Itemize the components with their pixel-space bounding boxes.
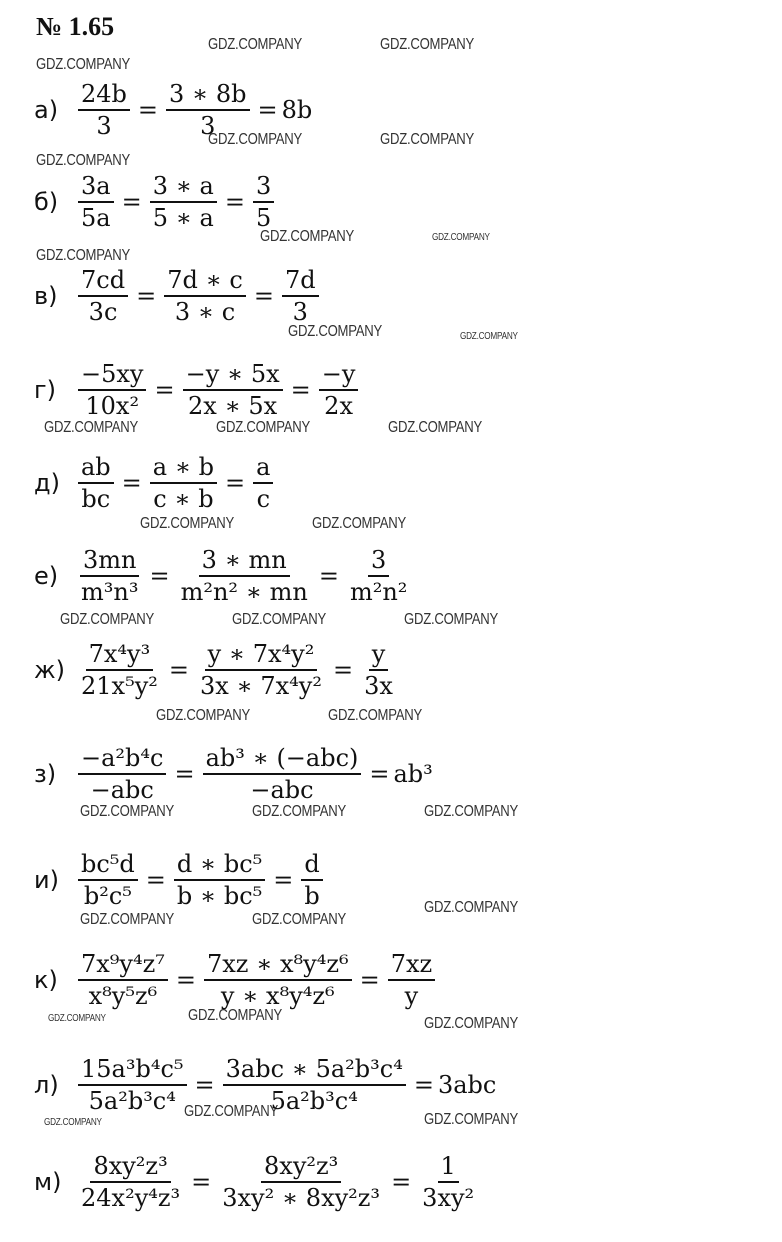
denominator: m²n² [349,578,408,606]
numerator: 8xy²z³ [90,1151,170,1183]
fraction [419,1151,477,1213]
fraction [388,949,435,1011]
watermark: GDZ.COMPANY [388,419,483,436]
result: 3abc [437,1071,497,1099]
equals-sign: = [413,1071,434,1099]
denominator: y [404,982,419,1010]
denominator: 5 [255,204,272,232]
denominator: b ∗ bc⁵ [176,882,263,910]
solution-b [34,162,278,242]
numerator: 1 [438,1151,459,1183]
fraction [78,639,161,701]
numerator: 7xz [388,949,435,981]
numerator: d [301,849,322,881]
fraction [164,265,246,327]
numerator: 3a [78,171,114,203]
watermark: GDZ.COMPANY [252,803,347,820]
equals-sign: = [194,1071,215,1099]
fraction [347,545,410,607]
solution-l [34,1045,496,1125]
numerator: 7d ∗ c [164,265,246,297]
solution-m [34,1142,481,1222]
numerator: −y [319,359,359,391]
numerator: 3 ∗ mn [199,545,290,577]
numerator: d ∗ bc⁵ [174,849,265,881]
watermark: GDZ.COMPANY [36,56,131,73]
denominator: c ∗ b [153,485,214,513]
numerator: −a²b⁴c [78,743,166,775]
watermark: GDZ.COMPANY [460,331,518,342]
solution-i [34,840,327,920]
equals-sign: = [174,760,195,788]
item-label: к) [34,966,58,994]
denominator: 3 [200,112,216,140]
equals-sign: = [332,656,354,684]
watermark: GDZ.COMPANY [80,911,175,928]
equals-sign: = [224,188,245,216]
equals-sign: = [149,562,170,590]
solution-e [34,536,414,616]
watermark: GDZ.COMPANY [380,131,475,148]
fraction [203,743,362,805]
result: 8b [281,96,313,124]
numerator: y [369,639,389,671]
watermark: GDZ.COMPANY [252,911,347,928]
fraction [78,545,141,607]
fraction [197,639,325,701]
equals-sign: = [253,282,274,310]
fraction [78,949,168,1011]
equals-sign: = [121,188,142,216]
equals-sign: = [154,376,175,404]
fraction [78,171,114,233]
numerator: y ∗ 7x⁴y² [205,639,318,671]
fraction [301,849,322,911]
denominator: y ∗ x⁸y⁴z⁶ [220,982,335,1010]
numerator: 3 [368,545,389,577]
fraction [78,452,114,514]
equals-sign: = [145,866,166,894]
fraction [78,265,128,327]
denominator: 3x ∗ 7x⁴y² [199,672,322,700]
watermark: GDZ.COMPANY [288,323,383,340]
fraction [219,1151,383,1213]
denominator: 3xy² [422,1184,475,1212]
item-label: г) [34,376,56,404]
watermark: GDZ.COMPANY [404,611,499,628]
solution-zh [34,630,400,710]
fraction [178,545,311,607]
equals-sign: = [175,966,196,994]
denominator: 3c [88,298,118,326]
watermark: GDZ.COMPANY [140,515,235,532]
watermark: GDZ.COMPANY [424,1111,519,1128]
numerator: 3 ∗ 8b [166,79,249,111]
denominator: −abc [90,776,154,804]
watermark: GDZ.COMPANY [60,611,155,628]
numerator: 8xy²z³ [261,1151,341,1183]
watermark: GDZ.COMPANY [424,899,519,916]
denominator: m³n³ [81,578,139,606]
numerator: ab³ ∗ (−abc) [203,743,362,775]
watermark: GDZ.COMPANY [36,247,131,264]
equals-sign: = [168,656,189,684]
numerator: 7cd [78,265,128,297]
denominator: 21x⁵y² [81,672,158,700]
equals-sign: = [273,866,294,894]
fraction [150,171,217,233]
equals-sign: = [137,96,159,124]
watermark: GDZ.COMPANY [44,1117,102,1128]
numerator: bc⁵d [78,849,138,881]
fraction [204,949,352,1011]
watermark: GDZ.COMPANY [232,611,327,628]
fraction [319,359,359,421]
equals-sign: = [391,1168,412,1196]
item-label: б) [34,188,59,216]
numerator: 24b [78,79,130,111]
fraction [183,359,283,421]
equals-sign: = [369,760,390,788]
watermark: GDZ.COMPANY [208,131,303,148]
numerator: 15a³b⁴c⁵ [78,1054,187,1086]
denominator: 5 ∗ a [152,204,214,232]
numerator: −5xy [78,359,146,391]
denominator: 3 ∗ c [174,298,236,326]
denominator: m²n² ∗ mn [180,578,308,606]
solution-a [34,70,312,150]
watermark: GDZ.COMPANY [36,152,131,169]
fraction [150,452,217,514]
fraction [253,452,273,514]
numerator: a [253,452,273,484]
watermark: GDZ.COMPANY [80,803,175,820]
watermark: GDZ.COMPANY [184,1103,279,1120]
fraction [166,79,249,141]
fraction [78,743,166,805]
denominator: 2x ∗ 5x [188,392,278,420]
denominator: 3xy² ∗ 8xy²z³ [222,1184,381,1212]
item-label: и) [34,866,59,894]
solution-v [34,256,323,336]
item-label: е) [34,562,59,590]
watermark: GDZ.COMPANY [188,1007,283,1024]
item-label: а) [34,96,59,124]
item-label: л) [34,1071,59,1099]
fraction [361,639,396,701]
equals-sign: = [121,469,142,497]
equals-sign: = [318,562,339,590]
equals-sign: = [191,1168,212,1196]
solution-z [34,734,433,814]
item-label: з) [34,760,57,788]
watermark: GDZ.COMPANY [380,36,475,53]
equals-sign: = [225,469,246,497]
watermark: GDZ.COMPANY [312,515,407,532]
equals-sign: = [359,966,380,994]
fraction [223,1054,406,1116]
denominator: x⁸y⁵z⁶ [88,982,158,1010]
fraction [78,359,146,421]
fraction [78,1054,187,1116]
numerator: 3abc ∗ 5a²b³c⁴ [223,1054,406,1086]
watermark: GDZ.COMPANY [44,419,139,436]
denominator: 24x²y⁴z³ [81,1184,181,1212]
denominator: 3 [96,112,112,140]
numerator: 7d [282,265,319,297]
denominator: 5a²b³c⁴ [88,1087,176,1115]
numerator: 7x⁹y⁴z⁷ [78,949,168,981]
fraction [253,171,274,233]
fraction [282,265,319,327]
fraction [78,849,138,911]
solution-k [34,940,439,1020]
numerator: 7x⁴y³ [86,639,154,671]
item-label: д) [34,469,60,497]
problem-number: № 1.65 [36,12,115,41]
numerator: 3 [253,171,274,203]
denominator: 10x² [85,392,140,420]
solution-d [34,443,277,523]
denominator: b [304,882,320,910]
denominator: −abc [250,776,314,804]
denominator: 3x [364,672,393,700]
item-label: ж) [34,656,65,684]
item-label: в) [34,282,58,310]
watermark: GDZ.COMPANY [424,803,519,820]
numerator: −y ∗ 5x [183,359,283,391]
numerator: 7xz ∗ x⁸y⁴z⁶ [204,949,352,981]
watermark: GDZ.COMPANY [156,707,251,724]
numerator: 3 ∗ a [150,171,217,203]
denominator: c [256,485,271,513]
watermark: GDZ.COMPANY [432,232,490,243]
item-label: м) [34,1168,62,1196]
solution-g [34,350,362,430]
watermark: GDZ.COMPANY [424,1015,519,1032]
watermark: GDZ.COMPANY [48,1013,106,1024]
denominator: b²c⁵ [83,882,132,910]
numerator: 3mn [80,545,139,577]
numerator: a ∗ b [150,452,217,484]
denominator: 3 [292,298,308,326]
denominator: 5a [81,204,111,232]
equals-sign: = [290,376,311,404]
watermark: GDZ.COMPANY [260,228,355,245]
watermark: GDZ.COMPANY [328,707,423,724]
equals-sign: = [257,96,278,124]
watermark: GDZ.COMPANY [208,36,303,53]
result: ab³ [393,760,433,788]
equals-sign: = [136,282,157,310]
watermark: GDZ.COMPANY [216,419,311,436]
denominator: 2x [324,392,353,420]
numerator: ab [78,452,114,484]
denominator: bc [81,485,111,513]
denominator: 5a²b³c⁴ [270,1087,358,1115]
fraction [78,79,130,141]
fraction [78,1151,183,1213]
fraction [174,849,265,911]
